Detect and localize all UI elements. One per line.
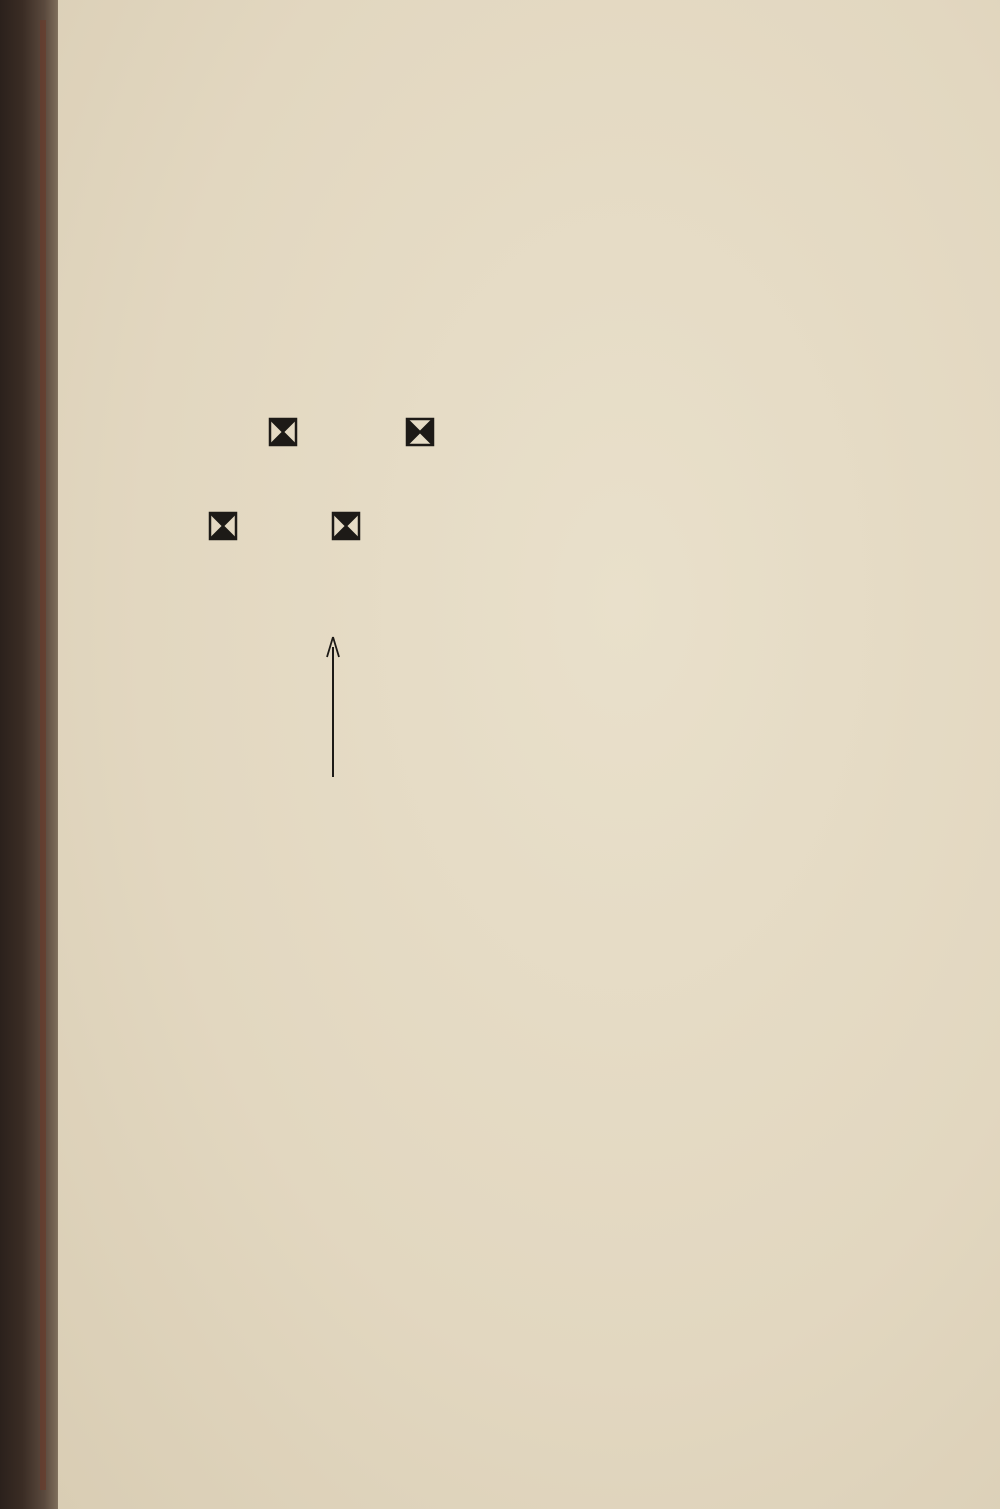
- division-flag-1: [333, 513, 359, 539]
- book-spine: [0, 0, 64, 1509]
- book-page: [58, 0, 1000, 1509]
- division-flag-4: [270, 419, 296, 445]
- figure-202-right-flag: [393, 405, 453, 485]
- course-arrow: [327, 637, 339, 777]
- binding-edge: [40, 20, 46, 1490]
- division-flag-2: [210, 513, 236, 539]
- division-flag-3: [407, 419, 433, 445]
